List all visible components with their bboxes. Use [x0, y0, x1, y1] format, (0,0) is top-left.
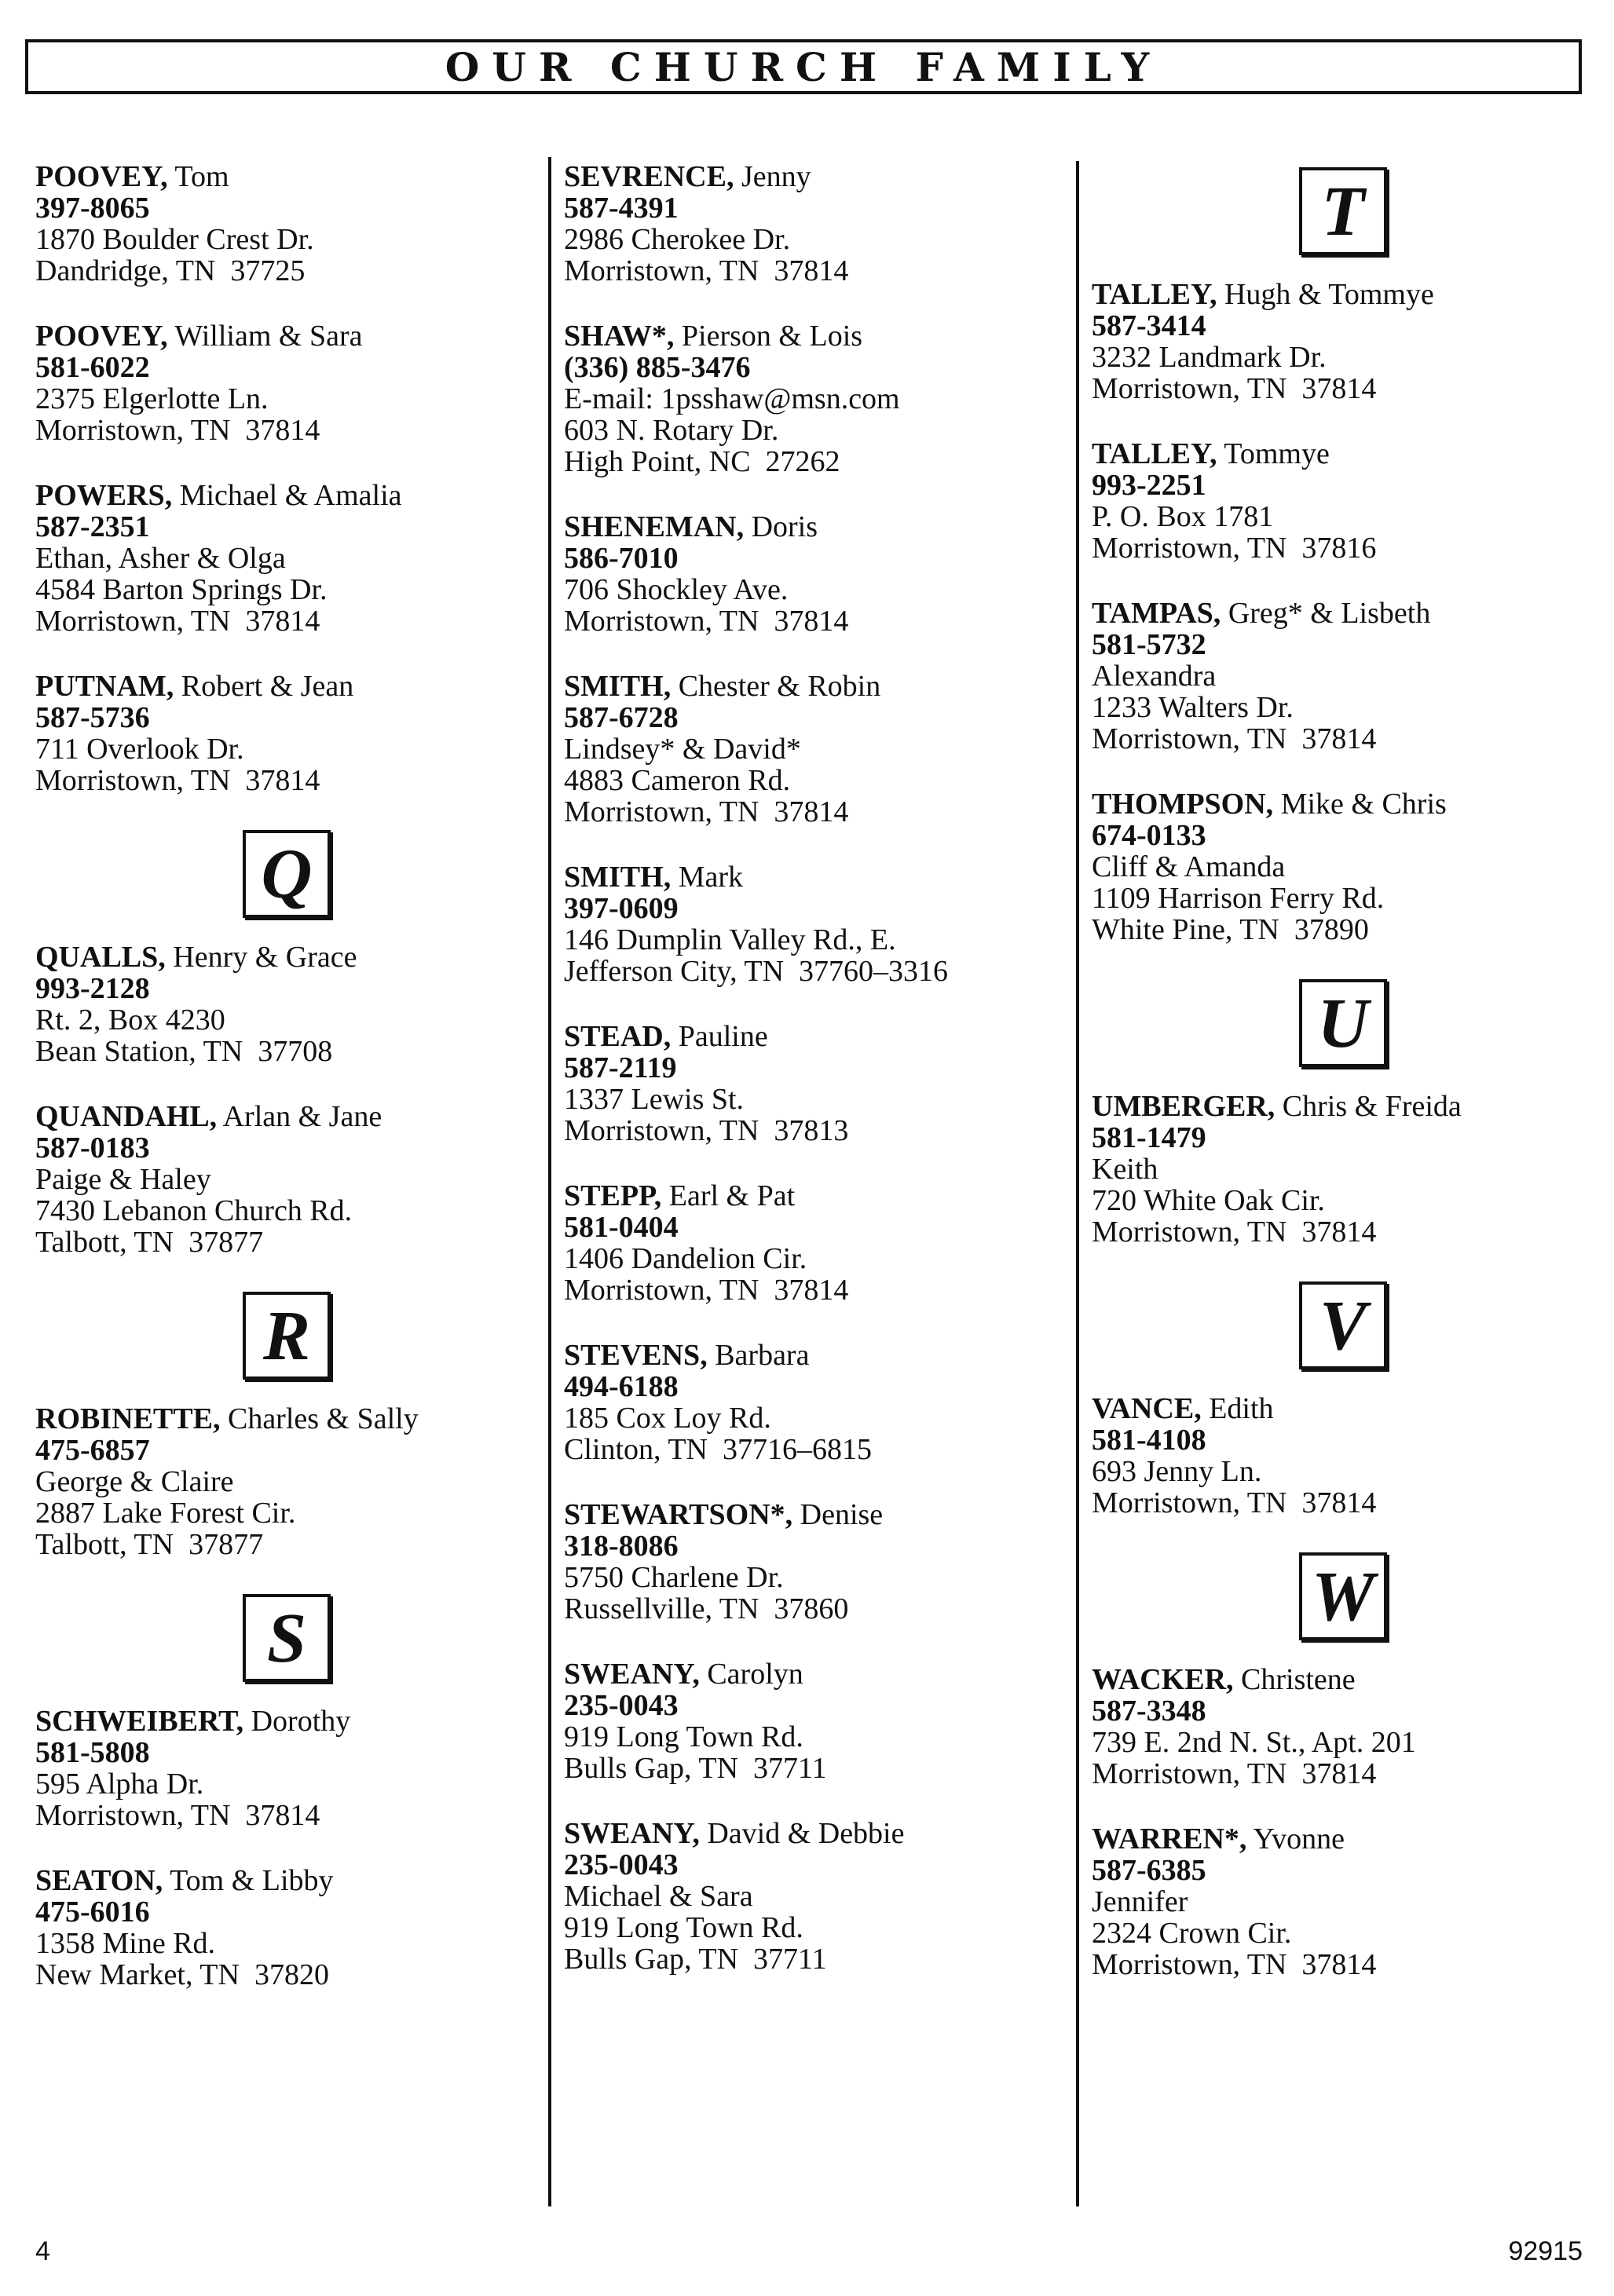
entry-address-line: Alexandra: [1092, 660, 1217, 693]
entry-name: [564, 1021, 1067, 1052]
entry-name: [35, 1101, 538, 1132]
directory-column-1: [35, 161, 538, 2024]
entry-address-line: Morristown, TN 37814: [564, 1274, 849, 1307]
entry-surname: SCHWEIBERT,: [35, 1705, 244, 1738]
directory-entry: [35, 671, 538, 796]
entry-address-line: Morristown, TN 37814: [35, 1799, 320, 1832]
entry-surname: WACKER,: [1092, 1663, 1234, 1696]
entry-surname: QUANDAHL,: [35, 1100, 218, 1133]
entry-address-line: 720 White Oak Cir.: [1092, 1184, 1325, 1217]
entry-address-line: 7430 Lebanon Church Rd.: [35, 1194, 353, 1227]
entry-surname: STEVENS,: [564, 1339, 708, 1372]
entry-address-line: Bulls Gap, TN 37711: [564, 1943, 827, 1976]
directory-entry: [564, 671, 1067, 828]
entry-surname: SHENEMAN,: [564, 510, 745, 543]
entry-address-line: 1337 Lewis St.: [564, 1083, 745, 1116]
entry-name: [35, 1706, 538, 1737]
entry-name: [1092, 279, 1594, 310]
entry-phone: 581-6022: [35, 351, 150, 384]
entry-phone: 587-0183: [35, 1132, 150, 1164]
entry-phone: 475-6857: [35, 1434, 150, 1467]
directory-entry: [35, 1865, 538, 1991]
entry-surname: STEWARTSON*,: [564, 1498, 793, 1531]
entry-address-line: 1406 Dandelion Cir.: [564, 1242, 807, 1275]
entry-phone: 993-2251: [1092, 469, 1206, 502]
entry-address-line: 739 E. 2nd N. St., Apt. 201: [1092, 1726, 1416, 1759]
entry-name: [564, 161, 1067, 192]
entry-given-names: Greg* & Lisbeth: [1221, 597, 1431, 630]
entry-address-line: 2986 Cherokee Dr.: [564, 223, 791, 256]
entry-phone: 674-0133: [1092, 819, 1206, 852]
directory-entry: [564, 861, 1067, 987]
entry-address-line: 919 Long Town Rd.: [564, 1911, 803, 1944]
entry-surname: SWEANY,: [564, 1658, 700, 1691]
entry-address-line: Russellville, TN 37860: [564, 1592, 849, 1625]
entry-address-line: Talbott, TN 37877: [35, 1226, 264, 1259]
directory-entry: [1092, 1091, 1594, 1248]
entry-address-line: Morristown, TN 37814: [35, 414, 320, 447]
entry-name: [564, 1340, 1067, 1371]
directory-entry: [35, 320, 538, 446]
entry-name: [564, 1499, 1067, 1530]
entry-surname: STEPP,: [564, 1179, 662, 1212]
entry-given-names: Arlan & Jane: [217, 1100, 382, 1133]
entry-given-names: Hugh & Tommye: [1217, 278, 1434, 311]
entry-surname: UMBERGER,: [1092, 1090, 1275, 1123]
entry-phone: 581-5732: [1092, 628, 1206, 661]
entry-address-line: Morristown, TN 37814: [1092, 1757, 1377, 1790]
entry-given-names: Tom: [167, 160, 229, 193]
entry-address-line: Morristown, TN 37814: [1092, 1948, 1377, 1981]
directory-entry: [35, 480, 538, 637]
entry-phone: 235-0043: [564, 1689, 679, 1722]
entry-address-line: 711 Overlook Dr.: [35, 733, 244, 766]
directory-entry: [1092, 279, 1594, 404]
entry-phone: 397-0609: [564, 892, 679, 925]
entry-name: [564, 861, 1067, 893]
directory-entry: [1092, 788, 1594, 945]
entry-name: [564, 511, 1067, 543]
entry-phone: 993-2128: [35, 972, 150, 1005]
entry-name: [35, 1865, 538, 1896]
entry-name: [35, 161, 538, 192]
directory-entry: [1092, 1823, 1594, 1980]
entry-name: [1092, 598, 1594, 629]
entry-given-names: Tom & Libby: [163, 1864, 334, 1897]
entry-name: [564, 1818, 1067, 1849]
entry-given-names: William & Sara: [167, 320, 363, 353]
directory-entry: [564, 1818, 1067, 1975]
entry-name: [35, 320, 538, 352]
entry-address-line: Morristown, TN 37814: [35, 605, 320, 638]
directory-entry: [564, 1021, 1067, 1146]
entry-name: [564, 1180, 1067, 1212]
entry-surname: SEATON,: [35, 1864, 163, 1897]
directory-column-3: [1092, 161, 1594, 2014]
entry-given-names: Edith: [1201, 1392, 1274, 1425]
entry-phone: 235-0043: [564, 1848, 679, 1881]
entry-given-names: Pauline: [671, 1020, 768, 1053]
entry-address-line: Paige & Haley: [35, 1163, 211, 1196]
entry-phone: 581-1479: [1092, 1121, 1206, 1154]
entry-phone: 587-6728: [564, 701, 679, 734]
entry-given-names: Michael & Amalia: [172, 479, 402, 512]
entry-phone: 587-4391: [564, 192, 679, 225]
entry-phone: 587-6385: [1092, 1854, 1206, 1887]
entry-phone: 587-2119: [564, 1051, 677, 1084]
entry-address-line: 706 Shockley Ave.: [564, 573, 789, 606]
entry-surname: POOVEY,: [35, 320, 168, 353]
entry-surname: POWERS,: [35, 479, 173, 512]
section-letter-v: V: [1299, 1281, 1387, 1369]
entry-name: [35, 941, 538, 973]
page-number: 4: [35, 2236, 50, 2266]
directory-column-2: [564, 161, 1067, 2009]
entry-address-line: 3232 Landmark Dr.: [1092, 341, 1327, 374]
entry-address-line: White Pine, TN 37890: [1092, 913, 1369, 946]
entry-address-line: Michael & Sara: [564, 1880, 753, 1913]
entry-given-names: Chris & Freida: [1275, 1090, 1462, 1123]
entry-name: [1092, 788, 1594, 820]
entry-phone: 587-2351: [35, 510, 150, 543]
entry-address-line: Cliff & Amanda: [1092, 850, 1286, 883]
entry-address-line: Morristown, TN 37813: [564, 1114, 849, 1147]
entry-given-names: Mark: [671, 861, 744, 894]
directory-entry: [35, 1101, 538, 1258]
entry-address-line: New Market, TN 37820: [35, 1958, 329, 1991]
section-letter-s: S: [243, 1594, 331, 1682]
entry-address-line: E-mail: 1psshaw@msn.com: [564, 382, 900, 415]
directory-entry: [564, 1180, 1067, 1306]
entry-address-line: Bean Station, TN 37708: [35, 1035, 333, 1068]
entry-given-names: Henry & Grace: [165, 941, 357, 974]
entry-given-names: Charles & Sally: [220, 1402, 419, 1435]
section-letter-q: Q: [243, 830, 331, 918]
entry-address-line: Morristown, TN 37814: [1092, 372, 1377, 405]
entry-address-line: 1109 Harrison Ferry Rd.: [1092, 882, 1385, 915]
entry-given-names: David & Debbie: [699, 1817, 905, 1850]
entry-address-line: 1358 Mine Rd.: [35, 1927, 216, 1960]
entry-given-names: Pierson & Lois: [674, 320, 863, 353]
entry-surname: SEVRENCE,: [564, 160, 734, 193]
entry-phone: 586-7010: [564, 542, 679, 575]
entry-address-line: 185 Cox Loy Rd.: [564, 1402, 771, 1435]
entry-given-names: Tommye: [1217, 437, 1330, 470]
section-letter-t: T: [1299, 167, 1387, 255]
entry-address-line: 2887 Lake Forest Cir.: [35, 1497, 296, 1530]
entry-given-names: Doris: [744, 510, 818, 543]
entry-address-line: 1233 Walters Dr.: [1092, 691, 1294, 724]
directory-entry: [1092, 1393, 1594, 1519]
entry-address-line: 595 Alpha Dr.: [35, 1768, 204, 1801]
entry-name: [35, 1403, 538, 1435]
entry-surname: PUTNAM,: [35, 670, 174, 703]
entry-address-line: Clinton, TN 37716–6815: [564, 1433, 872, 1466]
entry-phone: 494-6188: [564, 1370, 679, 1403]
entry-name: [1092, 1823, 1594, 1855]
directory-entry: [564, 161, 1067, 287]
entry-surname: TALLEY,: [1092, 437, 1217, 470]
entry-surname: SMITH,: [564, 670, 672, 703]
entry-name: [564, 671, 1067, 702]
entry-given-names: Chester & Robin: [671, 670, 881, 703]
entry-address-line: Morristown, TN 37814: [564, 605, 849, 638]
entry-address-line: Jefferson City, TN 37760–3316: [564, 955, 949, 988]
entry-address-line: Morristown, TN 37814: [35, 764, 320, 797]
directory-entry: [1092, 438, 1594, 564]
directory-entry: [1092, 598, 1594, 755]
directory-entry: [35, 941, 538, 1067]
directory-entry: [564, 320, 1067, 477]
entry-address-line: Rt. 2, Box 4230: [35, 1004, 225, 1036]
entry-name: [1092, 1091, 1594, 1122]
entry-given-names: Christene: [1233, 1663, 1356, 1696]
entry-address-line: Morristown, TN 37814: [1092, 1216, 1377, 1249]
section-letter-r: R: [243, 1292, 331, 1380]
entry-address-line: 2324 Crown Cir.: [1092, 1917, 1292, 1950]
entry-address-line: Lindsey* & David*: [564, 733, 801, 766]
entry-given-names: Denise: [792, 1498, 884, 1531]
entry-name: [35, 671, 538, 702]
entry-surname: SMITH,: [564, 861, 672, 894]
entry-address-line: 146 Dumplin Valley Rd., E.: [564, 923, 896, 956]
entry-address-line: 4883 Cameron Rd.: [564, 764, 791, 797]
entry-address-line: P. O. Box 1781: [1092, 500, 1274, 533]
entry-address-line: Dandridge, TN 37725: [35, 254, 306, 287]
entry-phone: 587-5736: [35, 701, 150, 734]
entry-address-line: Morristown, TN 37814: [1092, 722, 1377, 755]
entry-address-line: 2375 Elgerlotte Ln.: [35, 382, 269, 415]
entry-address-line: 1870 Boulder Crest Dr.: [35, 223, 314, 256]
entry-address-line: 693 Jenny Ln.: [1092, 1455, 1262, 1488]
entry-address-line: 4584 Barton Springs Dr.: [35, 573, 328, 606]
entry-surname: STEAD,: [564, 1020, 672, 1053]
entry-address-line: Keith: [1092, 1153, 1158, 1186]
entry-name: [564, 1658, 1067, 1690]
entry-name: [35, 480, 538, 511]
directory-entry: [35, 161, 538, 287]
entry-name: [1092, 1393, 1594, 1424]
entry-phone: 587-3414: [1092, 309, 1206, 342]
entry-phone: 397-8065: [35, 192, 150, 225]
entry-name: [1092, 1664, 1594, 1695]
entry-address-line: Morristown, TN 37814: [564, 254, 849, 287]
entry-name: [1092, 438, 1594, 470]
entry-phone: (336) 885-3476: [564, 351, 751, 384]
entry-given-names: Earl & Pat: [661, 1179, 796, 1212]
entry-surname: THOMPSON,: [1092, 788, 1274, 821]
entry-surname: QUALLS,: [35, 941, 166, 974]
column-divider: [1076, 161, 1079, 2206]
entry-surname: SHAW*,: [564, 320, 675, 353]
entry-surname: TALLEY,: [1092, 278, 1217, 311]
entry-phone: 587-3348: [1092, 1695, 1206, 1727]
entry-address-line: Bulls Gap, TN 37711: [564, 1752, 827, 1785]
entry-address-line: Ethan, Asher & Olga: [35, 542, 286, 575]
entry-given-names: Mike & Chris: [1273, 788, 1447, 821]
directory-entry: [35, 1403, 538, 1560]
entry-surname: POOVEY,: [35, 160, 168, 193]
directory-entry: [35, 1706, 538, 1831]
entry-phone: 581-4108: [1092, 1424, 1206, 1457]
entry-address-line: Morristown, TN 37814: [564, 795, 849, 828]
entry-name: [564, 320, 1067, 352]
entry-phone: 581-5808: [35, 1736, 150, 1769]
entry-surname: TAMPAS,: [1092, 597, 1221, 630]
entry-given-names: Carolyn: [699, 1658, 803, 1691]
entry-address-line: 603 N. Rotary Dr.: [564, 414, 779, 447]
entry-address-line: Talbott, TN 37877: [35, 1528, 264, 1561]
entry-given-names: Dorothy: [243, 1705, 351, 1738]
entry-address-line: 5750 Charlene Dr.: [564, 1561, 784, 1594]
entry-address-line: George & Claire: [35, 1465, 234, 1498]
directory-entry: [564, 1499, 1067, 1625]
entry-address-line: Jennifer: [1092, 1885, 1188, 1918]
column-divider: [548, 157, 551, 2206]
directory-entry: [564, 1658, 1067, 1784]
directory-entry: [564, 511, 1067, 637]
entry-phone: 475-6016: [35, 1896, 150, 1929]
page-title-box: [25, 39, 1582, 94]
entry-address-line: Morristown, TN 37816: [1092, 532, 1377, 565]
entry-address-line: 919 Long Town Rd.: [564, 1720, 803, 1753]
entry-given-names: Robert & Jean: [174, 670, 354, 703]
entry-given-names: Jenny: [734, 160, 811, 193]
entry-surname: VANCE,: [1092, 1392, 1202, 1425]
page-title: OUR CHURCH FAMILY: [445, 43, 1162, 90]
entry-address-line: High Point, NC 27262: [564, 445, 840, 478]
entry-surname: SWEANY,: [564, 1817, 700, 1850]
entry-phone: 318-8086: [564, 1530, 679, 1563]
section-letter-w: W: [1299, 1552, 1387, 1640]
entry-phone: 581-0404: [564, 1211, 679, 1244]
entry-surname: ROBINETTE,: [35, 1402, 221, 1435]
entry-surname: WARREN*,: [1092, 1823, 1247, 1855]
directory-entry: [564, 1340, 1067, 1465]
entry-given-names: Barbara: [707, 1339, 810, 1372]
entry-given-names: Yvonne: [1246, 1823, 1345, 1855]
document-code: 92915: [1508, 2236, 1583, 2266]
entry-address-line: Morristown, TN 37814: [1092, 1486, 1377, 1519]
section-letter-u: U: [1299, 979, 1387, 1067]
directory-entry: [1092, 1664, 1594, 1790]
